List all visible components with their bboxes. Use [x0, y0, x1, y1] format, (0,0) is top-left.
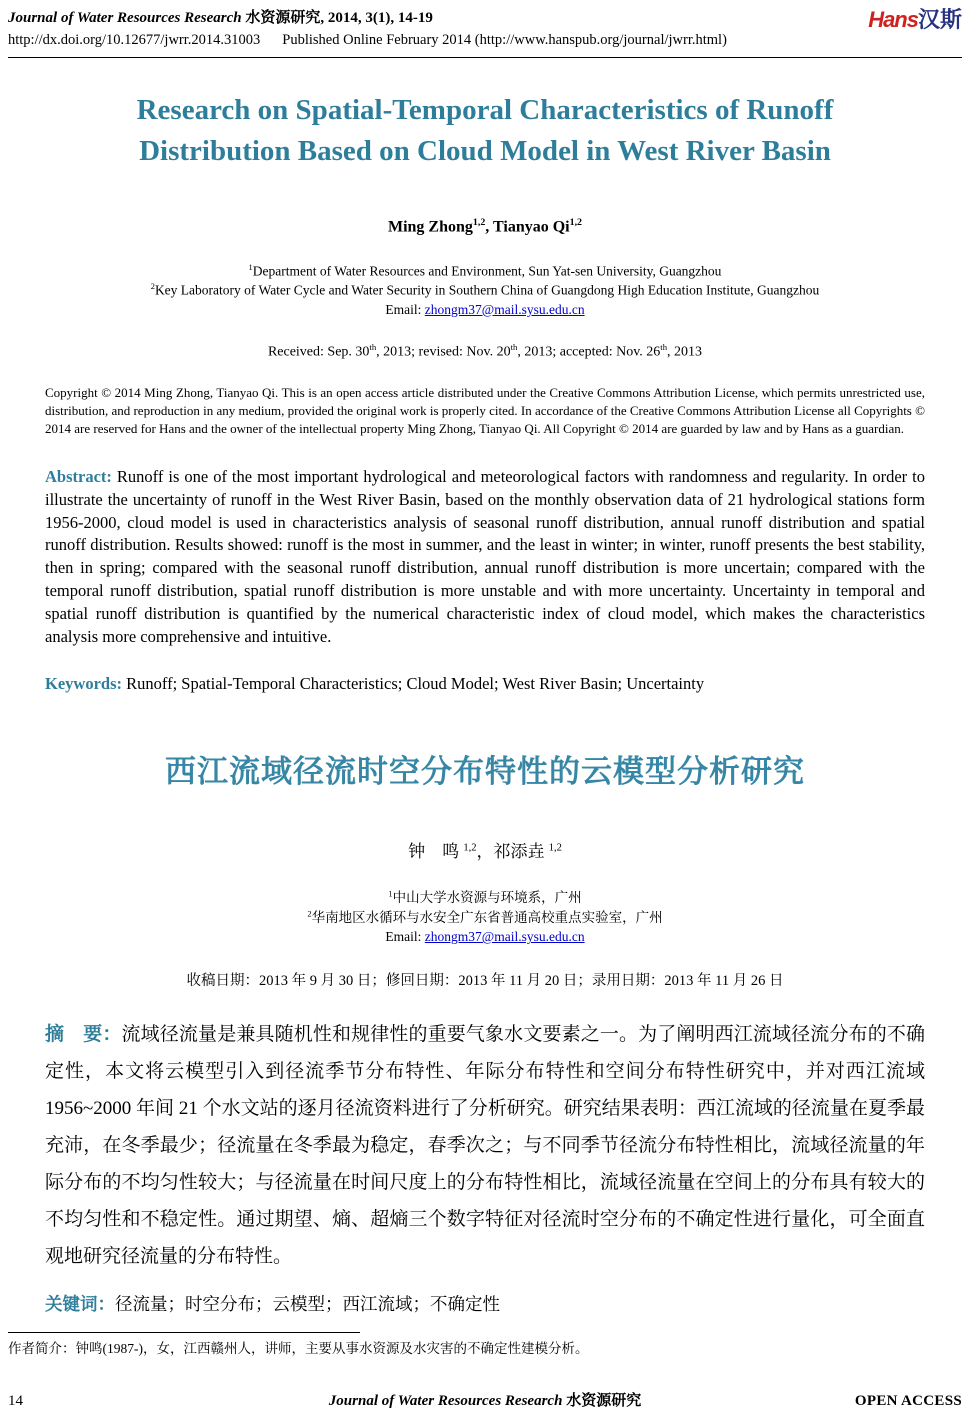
- keywords-line: [45, 674, 925, 694]
- chinese-abstract-label: 摘 要：: [45, 1023, 122, 1045]
- accepted-part: , 2013; accepted: Nov. 26: [517, 344, 661, 360]
- author-line: [45, 217, 925, 236]
- copyright-notice: Copyright © 2014 Ming Zhong, Tianyao Qi. This is an open access article distributed under the Creative Commons Attribution License, which permits unrestricted use, distribution, and reproduction in any medium, provided the original work is properly cited. In accordance of the Creative Commons Attribution License all Copyrights © 2014 are reserved for Hans and the owner of the intellectual property Ming Zhong, Tianyao Qi. All Copyright © 2014 are guarded by law and by Hans as a guardian.: [45, 385, 925, 436]
- chinese-author-2-sup: 1,2: [548, 842, 562, 854]
- affiliation-2-sup: 2: [150, 282, 155, 292]
- doi-line: [8, 30, 727, 50]
- header-citation: [8, 8, 727, 50]
- author-2-affil-sup: 1,2: [569, 216, 583, 228]
- chinese-keywords-label: 关键词：: [45, 1293, 115, 1314]
- open-access-badge: OPEN ACCESS: [854, 1393, 962, 1409]
- hans-publisher-logo: [868, 8, 962, 32]
- page-number: 14: [8, 1393, 23, 1409]
- abstract-label: Abstract:: [45, 466, 112, 486]
- author-1-affil-sup: 1,2: [472, 216, 486, 228]
- footer-journal-english: Journal of Water Resources Research: [328, 1393, 563, 1409]
- hans-logo-latin: Hans: [868, 7, 918, 32]
- affiliation-1: [45, 262, 925, 281]
- keywords-label: Keywords:: [45, 674, 122, 694]
- received-dates-line: [45, 342, 925, 361]
- chinese-affiliation-2-sup: 2: [307, 909, 312, 919]
- page-header: [8, 8, 962, 50]
- chinese-author-2: 祁添垚: [493, 842, 545, 862]
- email-link[interactable]: zhongm37@mail.sysu.edu.cn: [424, 301, 585, 317]
- affiliation-1-sup: 1: [248, 262, 253, 272]
- author-2: Tianyao Qi: [493, 217, 570, 235]
- footer-journal-name: [329, 1389, 641, 1410]
- page-footer: [8, 1389, 962, 1410]
- chinese-affiliation-1-text: 中山大学水资源与环境系，广州: [392, 890, 582, 906]
- chinese-email-label: Email:: [385, 929, 425, 945]
- hans-logo-cjk: 汉斯: [917, 7, 962, 32]
- affiliation-2-text: Key Laboratory of Water Cycle and Water Security in Southern China of Guangdong High Education Institute, Guangzhou: [154, 282, 820, 298]
- accepted-year: , 2013: [667, 344, 703, 360]
- article-content: [8, 90, 962, 1315]
- affiliations-block: [45, 262, 925, 320]
- chinese-author-line: [45, 837, 925, 862]
- affiliation-2: [45, 281, 925, 300]
- article-title-line1: Research on Spatial-Temporal Characteristics of Runoff: [136, 94, 834, 127]
- revised-ordinal: th: [510, 341, 518, 352]
- keywords-text: Runoff; Spatial-Temporal Characteristics; Cloud Model; West River Basin; Uncertainty: [122, 674, 705, 694]
- chinese-keywords-text: 径流量；时空分布；云模型；西江流域；不确定性: [115, 1293, 500, 1314]
- header-divider: [8, 57, 962, 58]
- abstract-text: Runoff is one of the most important hydrological and meteorological factors with randomness and regularity. In order to illustrate the uncertainty of runoff in the West River Basin, based on the monthly observation data of 21 hydrological stations form 1956-2000, cloud model is used in characteristics analysis of seasonal runoff distribution, annual runoff distribution and spatial runoff distribution. Results showed: runoff is the most in summer, and the least in winter; in winter, runoff presents the best stability, then in spring; compared with the seasonal runoff distribution, annual runoff distribution is more uncertain; compared with the temporal runoff distribution, spatial runoff distribution is more unstable and with more uncertainty. Uncertainty in temporal and spatial runoff distribution is quantified by the numerical characteristic index of cloud model, which makes the characteristics analysis more comprehensive and intuitive.: [45, 466, 925, 647]
- email-label: Email:: [385, 301, 425, 317]
- accepted-ordinal: th: [660, 341, 668, 352]
- chinese-email-link[interactable]: zhongm37@mail.sysu.edu.cn: [424, 929, 585, 945]
- chinese-dates-line: 收稿日期：2013 年 9 月 30 日；修回日期：2013 年 11 月 20 日；录用日期：2013 年 11 月 26 日: [186, 972, 784, 989]
- chinese-affiliation-1: [45, 888, 925, 908]
- received-ordinal: th: [369, 341, 377, 352]
- abstract-paragraph: [45, 466, 925, 649]
- journal-issue-info: 水资源研究, 2014, 3(1), 14-19: [245, 10, 433, 26]
- chinese-affiliation-2-text: 华南地区水循环与水安全广东省普通高校重点实验室，广州: [311, 909, 663, 925]
- journal-name: Journal of Water Resources Research: [8, 10, 242, 26]
- chinese-affiliation-1-sup: 1: [388, 889, 393, 899]
- email-line: [45, 301, 925, 320]
- author-1: Ming Zhong: [387, 217, 473, 235]
- author-bio-footnote: [8, 1332, 962, 1357]
- chinese-keywords-line: [45, 1291, 925, 1316]
- published-online-text: Published Online February 2014 (http://www.hanspub.org/journal/jwrr.html): [282, 32, 727, 48]
- chinese-author-separator: ，: [476, 842, 494, 862]
- doi-text: http://dx.doi.org/10.12677/jwrr.2014.31003: [8, 32, 261, 48]
- footer-journal-cjk: 水资源研究: [566, 1393, 642, 1409]
- affiliation-1-text: Department of Water Resources and Environment, Sun Yat-sen University, Guangzhou: [252, 263, 722, 279]
- article-title-line2: Distribution Based on Cloud Model in West River Basin: [139, 135, 831, 168]
- revised-part: , 2013; revised: Nov. 20: [376, 344, 511, 360]
- article-title: [45, 90, 925, 172]
- chinese-abstract-paragraph: [45, 1016, 925, 1275]
- chinese-title: 西江流域径流时空分布特性的云模型分析研究: [165, 754, 805, 790]
- footnote-text: 作者简介：钟鸣(1987-)，女，江西赣州人，讲师，主要从事水资源及水灾害的不确定性建模分析。: [8, 1341, 589, 1356]
- chinese-author-1-sup: 1,2: [463, 842, 477, 854]
- chinese-abstract-text: 流域径流量是兼具随机性和规律性的重要气象水文要素之一。为了阐明西江流域径流分布的不确定性，本文将云模型引入到径流季节分布特性、年际分布特性和空间分布特性研究中，并对西江流域 1956~2000 年间 21 个水文站的逐月径流资料进行了分析研究。研究结果表明：西江流域的径流量在夏季最充沛，在冬季最少；径流量在冬季最为稳定，春季次之；与不同季节径流分布特性相比，流域径流量的年际分布的不均匀性较大；与径流量在时间尺度上的分布特性相比，流域径流量在空间上的分布具有较大的不均匀性和不稳定性。通过期望、熵、超熵三个数字特征对径流时空分布的不确定性进行量化，可全面直观地研究径流量的分布特性。: [45, 1023, 925, 1267]
- chinese-author-1: 钟 鸣: [408, 842, 460, 862]
- author-separator: ,: [485, 217, 493, 235]
- footnote-divider: [8, 1332, 360, 1333]
- received-part: Received: Sep. 30: [267, 344, 370, 360]
- journal-citation-line: [8, 8, 727, 29]
- chinese-affiliations-block: [45, 888, 925, 947]
- chinese-email-line: [45, 927, 925, 947]
- chinese-affiliation-2: [45, 908, 925, 928]
